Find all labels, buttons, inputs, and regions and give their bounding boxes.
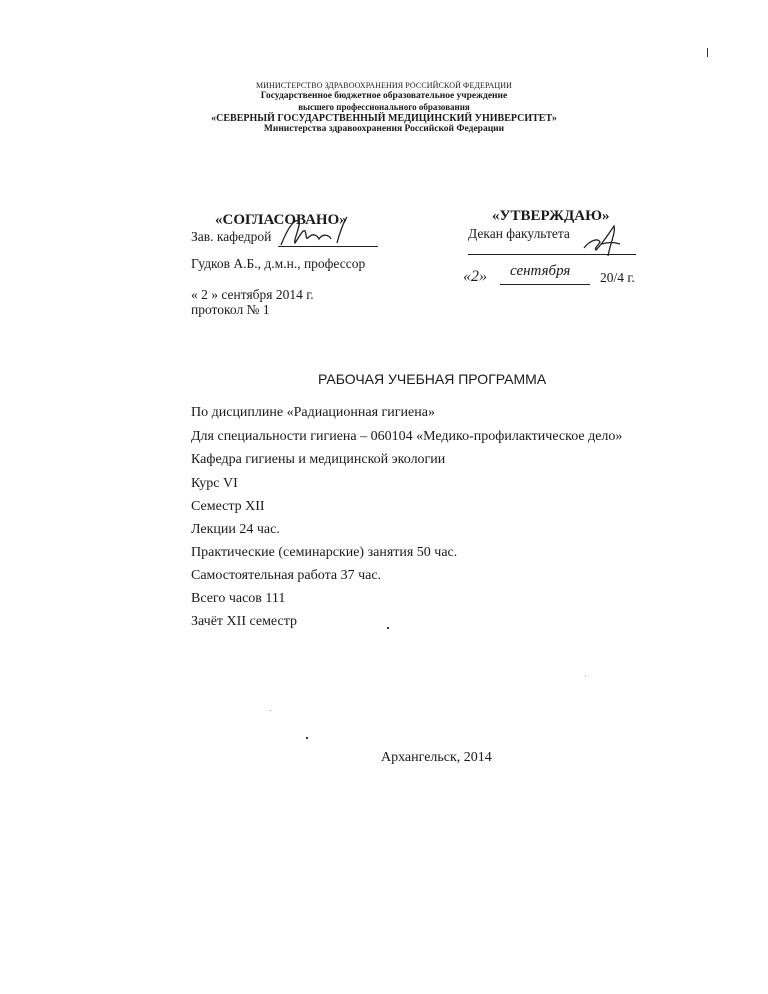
approved-signature: [580, 222, 630, 262]
lectures-line: Лекции 24 час.: [191, 522, 280, 537]
education-level-line: высшего профессионального образования: [298, 102, 470, 112]
approved-title: «УТВЕРЖДАЮ»: [492, 208, 610, 224]
course-line: Курс VI: [191, 476, 238, 491]
university-name: «СЕВЕРНЫЙ ГОСУДАРСТВЕННЫЙ МЕДИЦИНСКИЙ УНИВЕРСИТЕТ»: [211, 113, 557, 124]
ministry-line: МИНИСТЕРСТВО ЗДРАВООХРАНЕНИЯ РОССИЙСКОЙ ФЕДЕРАЦИИ: [255, 81, 513, 90]
city-year: Архангельск, 2014: [381, 750, 492, 765]
exam-line: Зачёт XII семестр: [191, 614, 297, 629]
self-study-line: Самостоятельная работа 37 час.: [191, 568, 382, 583]
agreed-title: «СОГЛАСОВАНО»: [215, 212, 347, 228]
institution-type-line: Государственное бюджетное образовательное учреждение: [260, 91, 508, 101]
total-hours-line: Всего часов 111: [191, 591, 286, 606]
approved-date-day: «2»: [463, 268, 487, 285]
approved-position: Декан факультета: [468, 226, 570, 241]
scan-speck: [270, 710, 271, 711]
scan-speck: [306, 737, 308, 739]
program-title: РАБОЧАЯ УЧЕБНАЯ ПРОГРАММА: [318, 371, 547, 387]
practical-line: Практические (семинарские) занятия 50 час.: [191, 545, 458, 560]
approved-date-month: сентября: [510, 263, 571, 279]
scan-speck: [387, 627, 389, 629]
approved-date-year: 20/4 г.: [600, 270, 635, 285]
scan-mark: [707, 48, 708, 57]
scan-speck: [585, 676, 586, 677]
agreed-position: Зав. кафедрой: [191, 229, 272, 244]
semester-line: Семестр XII: [191, 499, 265, 514]
department-line: Кафедра гигиены и медицинской экологии: [191, 452, 446, 467]
agreed-signature: [275, 215, 355, 249]
discipline-line: По дисциплине «Радиационная гигиена»: [191, 405, 435, 420]
approved-month-line: [500, 284, 590, 285]
specialty-line: Для специальности гигиена – 060104 «Медико-профилактическое дело»: [191, 429, 623, 444]
agreed-protocol: протокол № 1: [191, 302, 270, 317]
agreed-date: « 2 » сентября 2014 г.: [191, 287, 314, 302]
ministry-of-line: Министерства здравоохранения Российской Федерации: [263, 124, 505, 134]
agreed-name: Гудков А.Б., д.м.н., профессор: [191, 256, 366, 271]
